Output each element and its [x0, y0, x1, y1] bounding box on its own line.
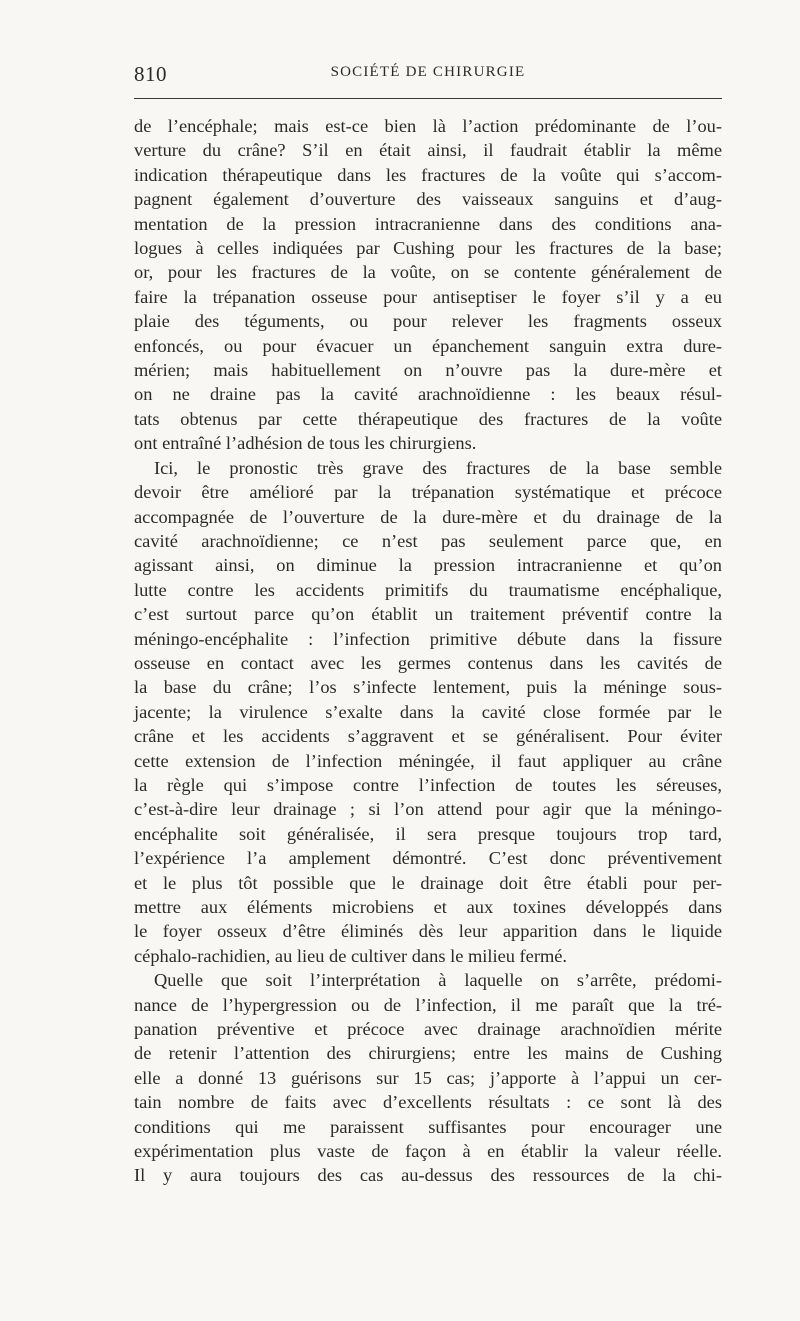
text-line: conditions qui me paraissent suffisantes pour encourager une — [134, 1116, 722, 1137]
text-line: jacente; la virulence s’exalte dans la cavité close formée par le — [134, 701, 722, 722]
body-text — [134, 114, 722, 1188]
text-line: elle a donné 13 guérisons sur 15 cas; j’apporte à l’appui un cer- — [134, 1067, 722, 1088]
text-line: expérimentation plus vaste de façon à en établir la valeur réelle. — [134, 1141, 722, 1162]
text-line: de l’encéphale; mais est-ce bien là l’action prédominante de l’ou- — [134, 116, 722, 136]
text-line: on ne draine pas la cavité arachnoïdienne : les beaux résul- — [134, 384, 722, 405]
text-line: c’est surtout parce qu’on établit un traitement préventif contre la — [134, 604, 722, 625]
text-line: verture du crâne? S’il en était ainsi, il faudrait établir la même — [134, 140, 722, 161]
text-line: osseuse en contact avec les germes contenus dans les cavités de — [134, 652, 722, 673]
text-line: et le plus tôt possible que le drainage doit être établi pour per- — [134, 872, 722, 893]
text-line: tain nombre de faits avec d’excellents résultats : ce sont là des — [134, 1092, 722, 1113]
text-line: cavité arachnoïdienne; ce n’est pas seulement parce que, en — [134, 530, 722, 551]
text-line: c’est-à-dire leur drainage ; si l’on attend pour agir que la méningo- — [134, 799, 722, 820]
text-line: enfoncés, ou pour évacuer un épanchement sanguin extra dure- — [134, 335, 722, 356]
text-line: mentation de la pression intracranienne dans des conditions ana- — [134, 213, 722, 234]
text-line: lutte contre les accidents primitifs du traumatisme encéphalique, — [134, 579, 722, 600]
text-line: logues à celles indiquées par Cushing pour les fractures de la base; — [134, 238, 722, 259]
text-line: ont entraîné l’adhésion de tous les chirurgiens. — [134, 433, 477, 454]
text-line: pagnent également d’ouverture des vaisseaux sanguins et d’aug- — [134, 189, 722, 210]
text-line: plaie des téguments, ou pour relever les fragments osseux — [134, 311, 722, 332]
text-line: nance de l’hypergression ou de l’infection, il me paraît que la tré- — [134, 994, 722, 1015]
text-line: panation préventive et précoce avec drainage arachnoïdien mérite — [134, 1019, 722, 1040]
text-line: encéphalite soit généralisée, il sera presque toujours trop tard, — [134, 823, 722, 844]
text-line: Ici, le pronostic très grave des fractures de la base semble — [154, 457, 722, 478]
text-line: accompagnée de l’ouverture de la dure-mère et du drainage de la — [134, 506, 722, 527]
text-line: cette extension de l’infection méningée, il faut appliquer au crâne — [134, 750, 722, 771]
text-line: méningo-encéphalite : l’infection primitive débute dans la fissure — [134, 628, 722, 649]
header-rule — [134, 98, 722, 99]
text-line: faire la trépanation osseuse pour antiseptiser le foyer s’il y a eu — [134, 286, 722, 307]
text-line: la base du crâne; l’os s’infecte lentement, puis la méninge sous- — [134, 677, 722, 698]
text-line: devoir être amélioré par la trépanation systématique et précoce — [134, 482, 722, 503]
text-line: or, pour les fractures de la voûte, on se contente généralement de — [134, 262, 722, 283]
text-line: crâne et les accidents s’aggravent et se généralisent. Pour éviter — [134, 726, 722, 747]
text-line: de retenir l’attention des chirurgiens; entre les mains de Cushing — [134, 1043, 722, 1064]
text-line: tats obtenus par cette thérapeutique des fractures de la voûte — [134, 408, 722, 429]
text-line: la règle qui s’impose contre l’infection de toutes les séreuses, — [134, 774, 722, 795]
text-line: l’expérience l’a amplement démontré. C’est donc préventivement — [134, 848, 722, 869]
text-line: le foyer osseux d’être éliminés dès leur apparition dans le liquide — [134, 921, 722, 942]
text-line: indication thérapeutique dans les fractures de la voûte qui s’accom- — [134, 164, 722, 185]
text-line: mérien; mais habituellement on n’ouvre pas la dure-mère et — [134, 360, 722, 381]
page-header — [134, 52, 722, 92]
page-number: 810 — [134, 62, 167, 86]
text-line: Il y aura toujours des cas au-dessus des ressources de la chi- — [134, 1165, 722, 1186]
text-line: agissant ainsi, on diminue la pression intracranienne et qu’on — [134, 555, 722, 576]
running-title: SOCIÉTÉ DE CHIRURGIE — [330, 64, 526, 80]
text-line: céphalo-rachidien, au lieu de cultiver dans le milieu fermé. — [134, 945, 568, 966]
text-line: Quelle que soit l’interprétation à laquelle on s’arrête, prédomi- — [154, 970, 722, 991]
text-line: mettre aux éléments microbiens et aux toxines développés dans — [134, 897, 722, 917]
